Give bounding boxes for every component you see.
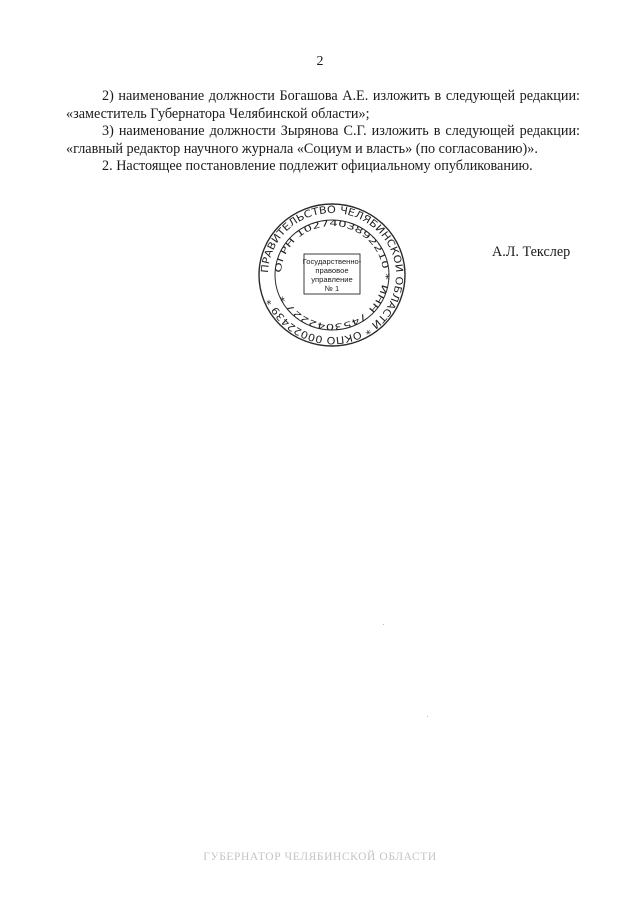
document-body <box>66 88 580 176</box>
paragraph-publication: 2. Настоящее постановление подлежит официальному опубликованию. <box>102 158 533 175</box>
footer-watermark: ГУБЕРНАТОР ЧЕЛЯБИНСКОЙ ОБЛАСТИ <box>203 851 437 863</box>
paragraph-item-3: 3) наименование должности Зырянова С.Г. изложить в следующей редакции: «главный редактор научного журнала «Социум и власть» (по согласованию)». <box>66 123 580 157</box>
page-number: 2 <box>316 54 324 69</box>
seal-center-line-4: № 1 <box>324 284 340 293</box>
scan-speck <box>427 716 428 717</box>
paragraph-item-2: 2) наименование должности Богашова А.Е. изложить в следующей редакции: «заместитель Губернатора Челябинской области»; <box>66 88 580 122</box>
scan-speck <box>383 624 384 625</box>
seal-outer-ring-text: ПРАВИТЕЛЬСТВО ЧЕЛЯБИНСКОЙ ОБЛАСТИ * ОКПО 00022439 * <box>259 204 405 346</box>
official-seal <box>256 200 408 350</box>
seal-center-line-2: правовое <box>315 266 349 275</box>
seal-center-line-3: управление <box>311 275 353 284</box>
seal-center-line-1: Государственно- <box>302 257 362 266</box>
signatory-name: А.Л. Текслер <box>492 244 571 260</box>
seal-inner-ring-text: ОГРН 1027403892210 * ИНН 7453042227 * <box>273 218 391 332</box>
